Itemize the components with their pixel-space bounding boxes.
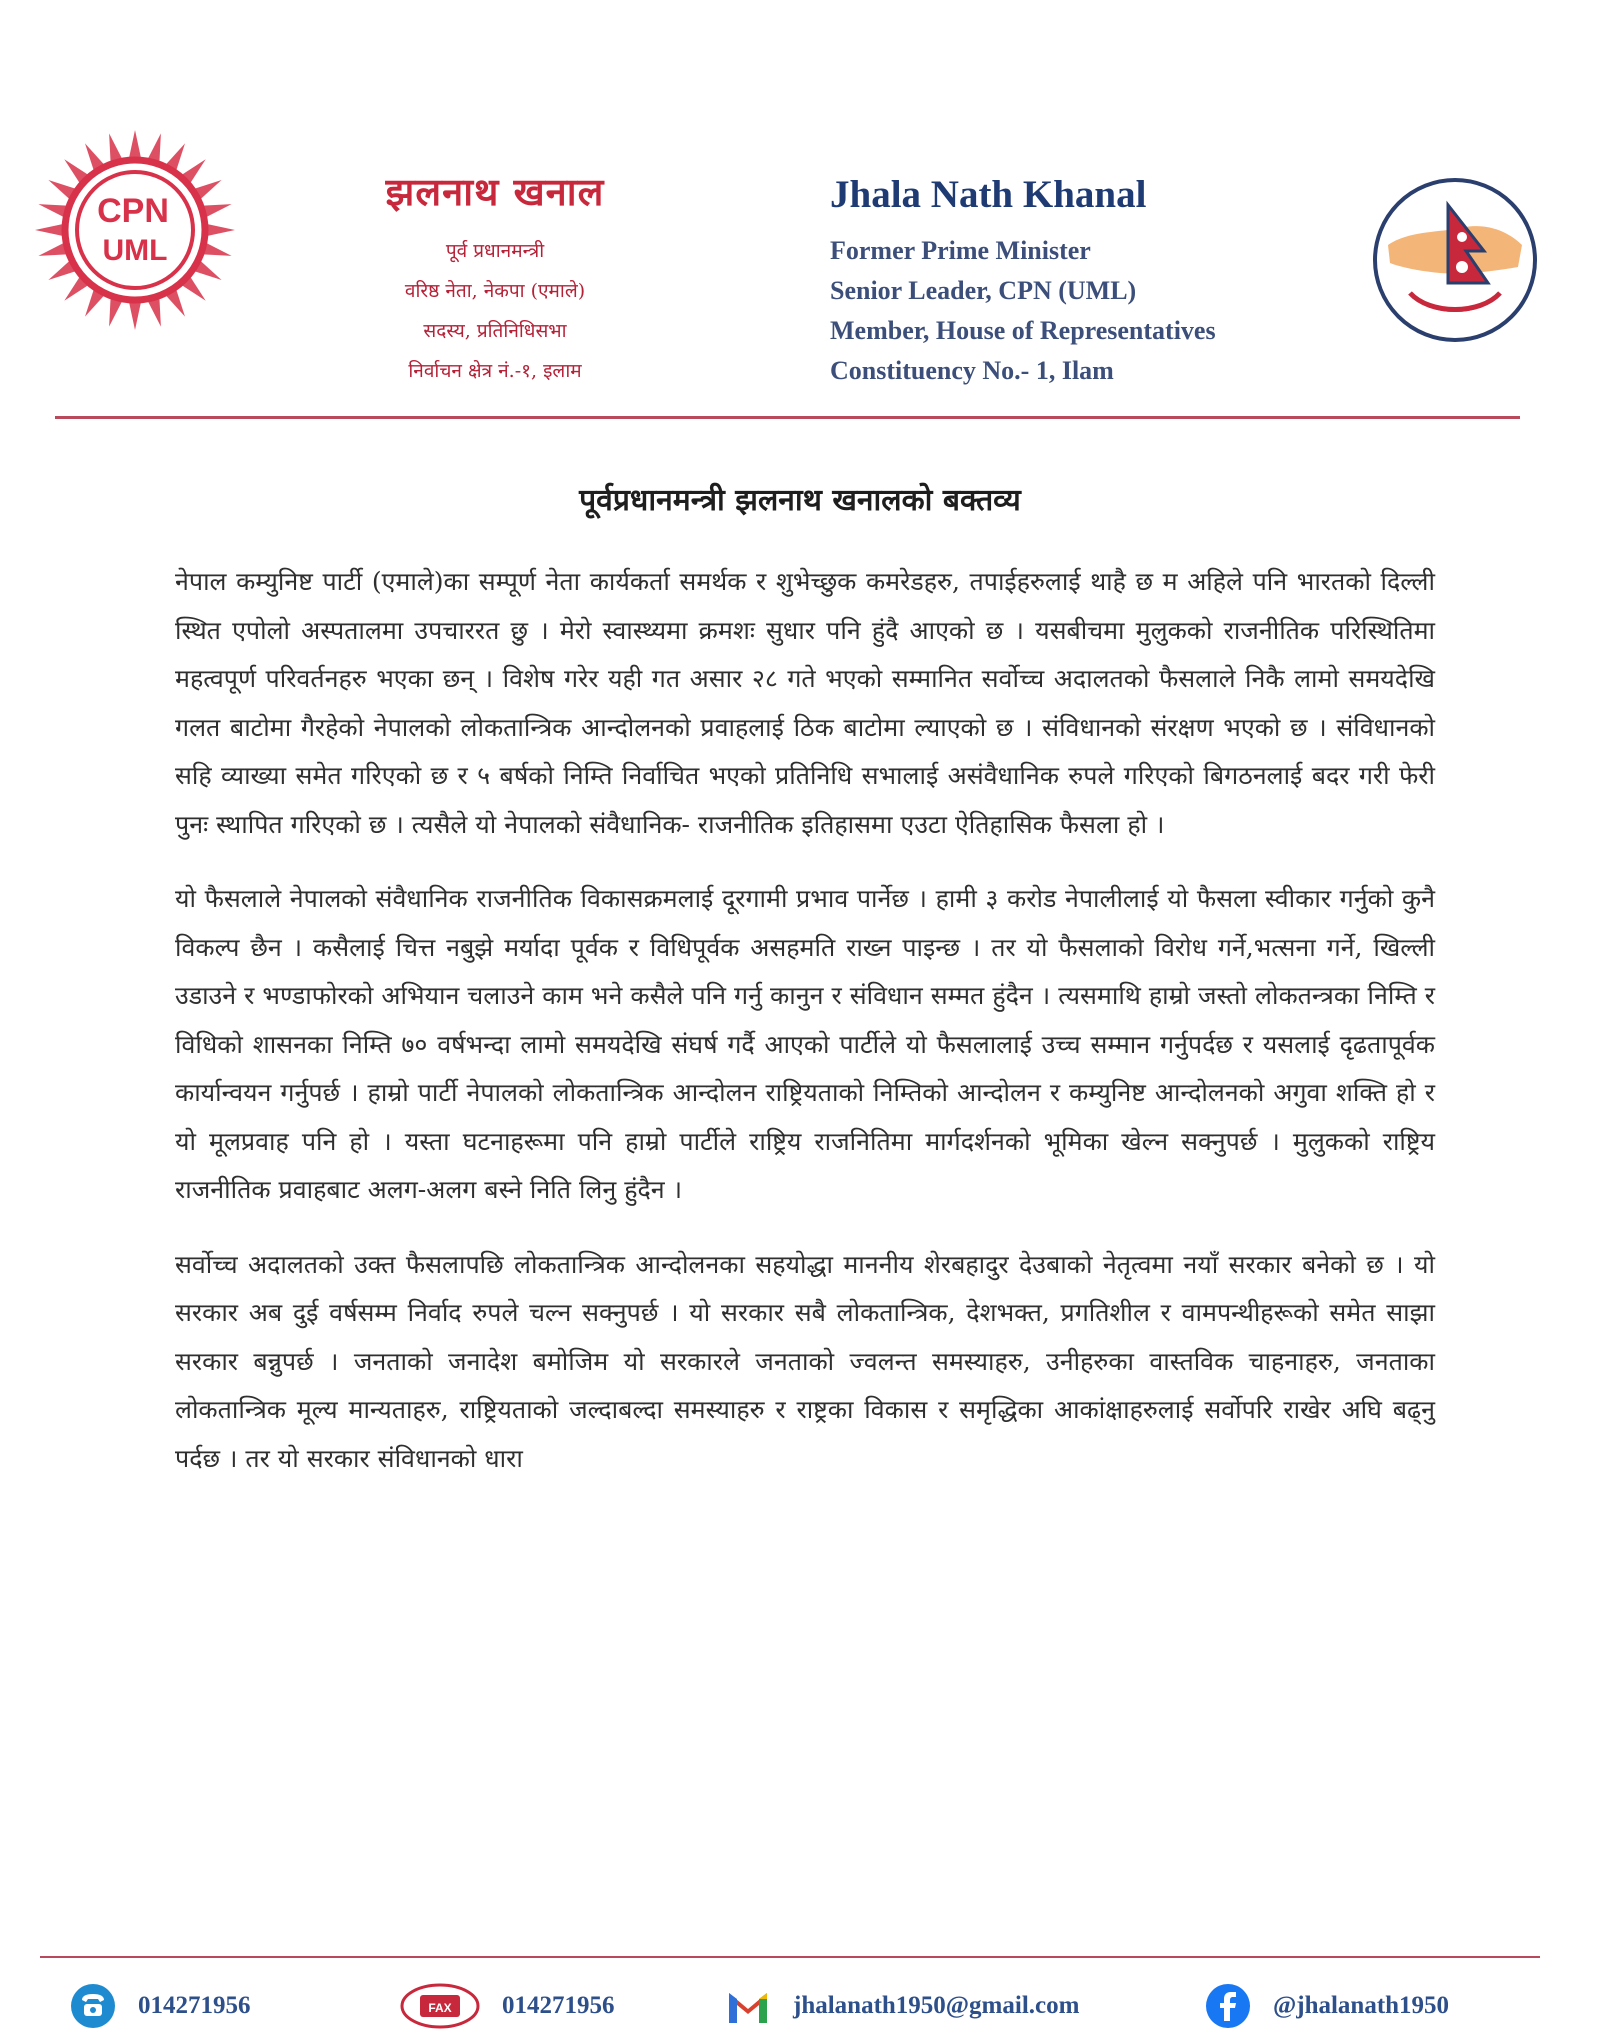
nepali-header-block xyxy=(330,165,660,391)
english-title-line-3: Member, House of Representatives xyxy=(830,316,1216,345)
svg-text:CPN: CPN xyxy=(97,192,169,230)
nepali-title-line-4: निर्वाचन क्षेत्र नं.-१, इलाम xyxy=(408,360,582,382)
nepali-name: झलनाथ खनाल xyxy=(385,169,605,214)
english-title-line-2: Senior Leader, CPN (UML) xyxy=(830,276,1137,305)
nepali-title-line-3: सदस्य, प्रतिनिधिसभा xyxy=(423,320,567,342)
footer-email xyxy=(725,1980,1079,2032)
footer-email-address[interactable]: jhalanath1950@gmail.com xyxy=(793,1992,1080,2019)
english-header-block xyxy=(830,172,1350,391)
fax-icon xyxy=(400,1983,480,2029)
footer-contacts xyxy=(0,1980,1600,2032)
facebook-icon xyxy=(1205,1983,1251,2029)
document-body xyxy=(175,558,1435,1483)
svg-text:UML: UML xyxy=(102,234,168,267)
footer-fax xyxy=(400,1980,615,2032)
paragraph-2: यो फैसलाले नेपालको संवैधानिक राजनीतिक विकासक्रमलाई दूरगामी प्रभाव पार्नेछ । हामी ३ करोड नेपालीलाई यो फैसला स्वीकार गर्नुको कुनै विकल्प छैन । कसैलाई चित्त नबुझे मर्यादा पूर्वक र विधिपूर्वक असहमति राख्न पाइन्छ । तर यो फैसलाको विरोध गर्ने,भत्सना गर्ने, खिल्ली उडाउने र भण्डाफोरको अभियान चलाउने काम भने कसैले पनि गर्नु कानुन र संविधान सम्मत हुंदैन । त्यसमाथि हाम्रो जस्तो लोकतन्त्रका निम्ति र विधिको शासनका निम्ति ७० वर्षभन्दा लामो समयदेखि संघर्ष गर्दै आएको पार्टीले यो फैसलालाई उच्च सम्मान गर्नुपर्दछ र यसलाई दृढतापूर्वक कार्यान्वयन गर्नुपर्छ । हाम्रो पार्टी नेपालको लोकतान्त्रिक आन्दोलन राष्ट्रियताको निम्तिको आन्दोलन र कम्युनिष्ट आन्दोलनको अगुवा शक्ति हो र यो मूलप्रवाह पनि हो । यस्ता घटनाहरूमा पनि हाम्रो पार्टीले राष्ट्रिय राजनितिमा मार्गदर्शनको भूमिका खेल्न सक्नुपर्छ । मुलुकको राष्ट्रिय राजनीतिक प्रवाहबाट अलग-अलग बस्ने निति लिनु हुंदैन । xyxy=(175,884,1435,1204)
letterhead xyxy=(0,0,1600,430)
nepali-title-line-2: वरिष्ठ नेता, नेकपा (एमाले) xyxy=(404,280,586,302)
english-title-line-4: Constituency No.- 1, Ilam xyxy=(830,356,1114,385)
footer-phone xyxy=(70,1980,251,2032)
nepal-flag-map-emblem-icon xyxy=(1370,175,1540,345)
english-title-line-1: Former Prime Minister xyxy=(830,236,1091,265)
english-name: Jhala Nath Khanal xyxy=(830,173,1147,216)
nepali-title-line-1: पूर्व प्रधानमन्त्री xyxy=(445,240,545,262)
document-title: पूर्वप्रधानमन्त्री झलनाथ खनालको बक्तव्य xyxy=(579,483,1021,518)
gmail-icon xyxy=(725,1983,771,2029)
footer-divider xyxy=(40,1956,1540,1958)
paragraph-3: सर्वोच्च अदालतको उक्त फैसलापछि लोकतान्त्रिक आन्दोलनका सहयोद्धा माननीय शेरबहादुर देउबाको नेतृत्वमा नयाँ सरकार बनेको छ । यो सरकार अब दुई वर्षसम्म निर्वाद रुपले चल्न सक्नुपर्छ । यो सरकार सबै लोकतान्त्रिक, देशभक्त, प्रगतिशील र वामपन्थीहरूको समेत साझा सरकार बन्नुपर्छ । जनताको जनादेश बमोजिम यो सरकारले जनताको ज्वलन्त समस्याहरु, उनीहरुका वास्तविक चाहनाहरु, जनताका लोकतान्त्रिक मूल्य मान्यताहरु, राष्ट्रियताको जल्दाबल्दा समस्याहरु र राष्ट्रका विकास र समृद्धिका आकांक्षाहरुलाई सर्वोपरि राखेर अघि बढ्नु पर्दछ । तर यो सरकार संविधानको धारा xyxy=(175,1249,1435,1473)
footer-phone-number: 014271956 xyxy=(138,1992,251,2019)
fax-icon-label: FAX xyxy=(428,2001,452,2015)
phone-icon xyxy=(70,1983,116,2029)
cpn-uml-emblem-icon xyxy=(30,125,240,335)
footer-facebook-handle[interactable]: @jhalanath1950 xyxy=(1273,1992,1450,2019)
footer-facebook xyxy=(1205,1980,1449,2032)
footer-fax-number: 014271956 xyxy=(502,1992,615,2019)
paragraph-1: नेपाल कम्युनिष्ट पार्टी (एमाले)का सम्पूर्ण नेता कार्यकर्ता समर्थक र शुभेच्छुक कमरेडहरु, तपाईहरुलाई थाहै छ म अहिले पनि भारतको दिल्ली स्थित एपोलो अस्पतालमा उपचाररत छु । मेरो स्वास्थ्यमा क्रमशः सुधार पनि हुंदै आएको छ । यसबीचमा मुलुकको राजनीतिक परिस्थितिमा महत्वपूर्ण परिवर्तनहरु भएका छन् । विशेष गरेर यही गत असार २८ गते भएको सम्मानित सर्वोच्च अदालतको फैसलाले निकै लामो समयदेखि गलत बाटोमा गैरहेको नेपालको लोकतान्त्रिक आन्दोलनको प्रवाहलाई ठिक बाटोमा ल्याएको छ । संविधानको संरक्षण भएको छ । संविधानको सहि व्याख्या समेत गरिएको छ र ५ बर्षको निम्ति निर्वाचित भएको प्रतिनिधि सभालाई असंवैधानिक रुपले गरिएको बिगठनलाई बदर गरी फेरी पुनः स्थापित गरिएको छ । त्यसैले यो नेपालको संवैधानिक- राजनीतिक इतिहासमा एउटा ऐतिहासिक फैसला हो । xyxy=(175,567,1435,839)
header-divider xyxy=(55,416,1520,419)
